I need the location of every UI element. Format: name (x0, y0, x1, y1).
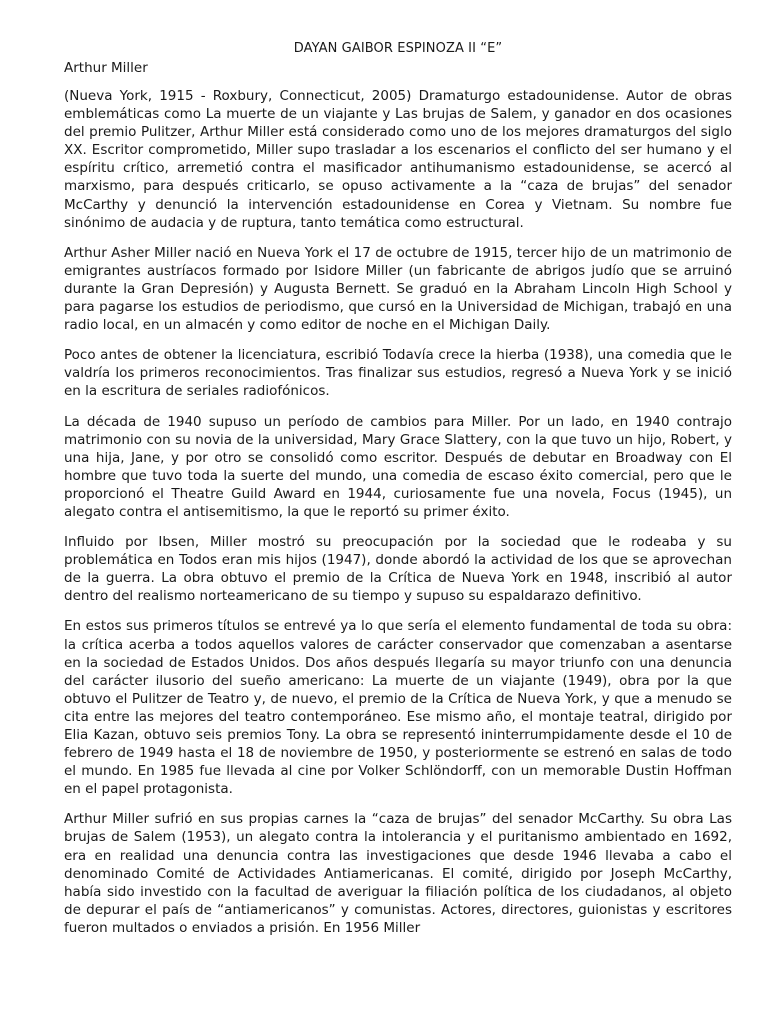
paragraph-7: Arthur Miller sufrió en sus propias carnes la “caza de brujas” del senador McCarthy. Su obra Las brujas de Salem (1953), un alegato contra la intolerancia y el puritanismo ambientado en 1692, era en realidad una denuncia contra las investigaciones que desde 1946 llevaba a cabo el denominado Comité de Actividades Antiamericanas. El comité, dirigido por Joseph McCarthy, había sido investido con la facultad de averiguar la filiación política de los ciudadanos, al objeto de depurar el país de “antiamericanos” y comunistas. Actores, directores, guionistas y escritores fueron multados o enviados a prisión. En 1956 Miller (64, 811, 732, 936)
paragraph-5: Influido por Ibsen, Miller mostró su preocupación por la sociedad que le rodeaba y su problemática en Todos eran mis hijos (1947), donde abordó la actividad de los que se aprovechan de la guerra. La obra obtuvo el premio de la Crítica de Nueva York en 1948, inscribió al autor dentro del realismo norteamericano de su tiempo y supuso su espaldarazo definitivo. (64, 534, 732, 605)
paragraph-1: (Nueva York, 1915 - Roxbury, Connecticut, 2005) Dramaturgo estadounidense. Autor de obras emblemáticas como La muerte de un viajante y Las brujas de Salem, y ganador en dos ocasiones del premio Pulitzer, Arthur Miller está considerado como uno de los mejores dramaturgos del siglo XX. Escritor comprometido, Miller supo trasladar a los escenarios el conflicto del ser humano y el espíritu crítico, arremetió contra el masificador antihumanismo estadounidense, se acercó al marxismo, para después criticarlo, se opuso activamente a la “caza de brujas” del senador McCarthy y denunció la intervención estadounidense en Corea y Vietnam. Su nombre fue sinónimo de audacia y de ruptura, tanto temática como estructural. (64, 88, 732, 231)
paragraph-2: Arthur Asher Miller nació en Nueva York el 17 de octubre de 1915, tercer hijo de un matrimonio de emigrantes austríacos formado por Isidore Miller (un fabricante de abrigos judío que se arruinó durante la Gran Depresión) y Augusta Bernett. Se graduó en la Abraham Lincoln High School y para pagarse los estudios de periodismo, que cursó en la Universidad de Michigan, trabajó en una radio local, en un almacén y como editor de noche en el Michigan Daily. (64, 244, 732, 334)
document-subtitle: Arthur Miller (64, 60, 148, 76)
paragraph-3: Poco antes de obtener la licenciatura, escribió Todavía crece la hierba (1938), una comedia que le valdría los primeros reconocimientos. Tras finalizar sus estudios, regresó a Nueva York y se inició en la escritura de seriales radiofónicos. (64, 347, 732, 400)
paragraph-4: La década de 1940 supuso un período de cambios para Miller. Por un lado, en 1940 contrajo matrimonio con su novia de la universidad, Mary Grace Slattery, con la que tuvo un hijo, Robert, y una hija, Jane, y por otro se consolidó como escritor. Después de debutar en Broadway con El hombre que tuvo toda la suerte del mundo, una comedia de escaso éxito comercial, pero que le proporcionó el Theatre Guild Award en 1944, curiosamente fue una novela, Focus (1945), un alegato contra el antisemitismo, la que le reportó su primer éxito. (64, 413, 732, 520)
paragraph-6: En estos sus primeros títulos se entrevé ya lo que sería el elemento fundamental de toda su obra: la crítica acerba a todos aquellos valores de carácter conservador que comenzaban a asentarse en la sociedad de Estados Unidos. Dos años después llegaría su mayor triunfo con una denuncia del carácter ilusorio del sueño americano: La muerte de un viajante (1949), obra por la que obtuvo el Pulitzer de Teatro y, de nuevo, el premio de la Crítica de Nueva York, y que a menudo se cita entre las mejores del teatro contemporáneo. Ese mismo año, el montaje teatral, dirigido por Elia Kazan, obtuvo seis premios Tony. La obra se representó ininterrumpidamente desde el 10 de febrero de 1949 hasta el 18 de noviembre de 1950, y posteriormente se estrenó en salas de todo el mundo. En 1985 fue llevada al cine por Volker Schlöndorff, con un memorable Dustin Hoffman en el papel protagonista. (64, 618, 732, 798)
document-page (64, 40, 732, 1024)
document-header: DAYAN GAIBOR ESPINOZA II “E” (293, 41, 503, 56)
